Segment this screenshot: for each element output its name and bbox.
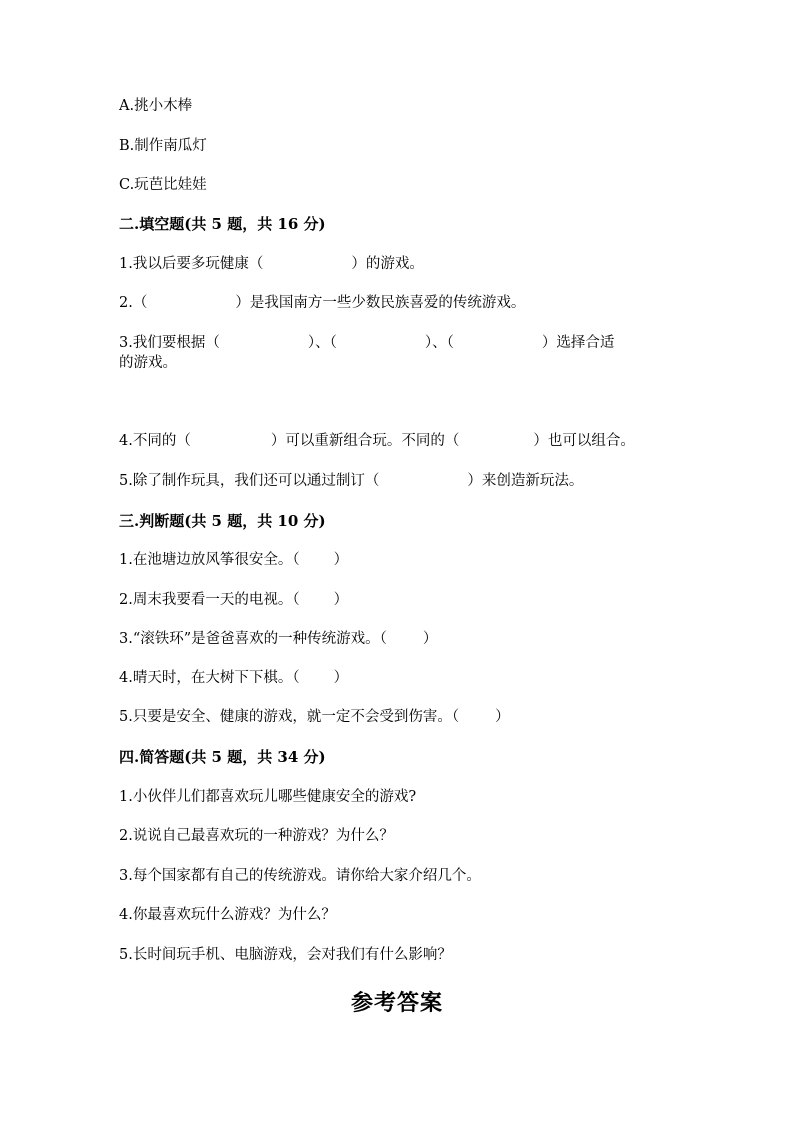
option-c: C.玩芭比娃娃 <box>119 177 207 193</box>
question-text: 2.周末我要看一天的电视。（ <box>119 592 300 608</box>
question-text: ）选择合适 <box>541 335 615 351</box>
question-text: ） <box>333 670 349 686</box>
short-answer-question-4: 4.你最喜欢玩什么游戏？为什么？ <box>119 907 336 923</box>
question-text: ）、（ <box>424 335 454 351</box>
short-answer-question-3: 3.每个国家都有自己的传统游戏。请你给大家介绍几个。 <box>119 868 481 884</box>
question-text: ）的游戏。 <box>351 256 424 272</box>
short-answer-question-1: 1.小伙伴儿们都喜欢玩儿哪些健康安全的游戏? <box>119 789 417 805</box>
question-text: ）来创造新玩法。 <box>467 473 584 489</box>
fill-blank-question-3 <box>119 333 614 373</box>
question-text: ） <box>422 631 438 647</box>
question-text: 4.不同的（ <box>119 433 191 449</box>
question-text: 1.我以后要多玩健康（ <box>119 256 264 272</box>
question-text: ）也可以组合。 <box>533 433 635 449</box>
option-a: A.挑小木棒 <box>119 98 193 114</box>
question-text: 1.在池塘边放风筝很安全。（ <box>119 552 300 568</box>
short-answer-question-2: 2.说说自己最喜欢玩的一种游戏？为什么？ <box>119 828 394 844</box>
question-text: ）、（ <box>307 335 337 351</box>
true-false-question-4 <box>119 668 348 688</box>
fill-blank-question-2 <box>119 293 525 313</box>
question-text: ）是我国南方一些少数民族喜爱的传统游戏。 <box>235 295 526 311</box>
section-short-answer-heading: 四.简答题(共 5 题，共 34 分) <box>119 748 326 766</box>
true-false-question-1 <box>119 550 348 570</box>
question-text: 3.我们要根据（ <box>119 335 220 351</box>
question-text: 2.（ <box>119 295 148 311</box>
question-text: 4.晴天时，在大树下下棋。（ <box>119 670 300 686</box>
true-false-question-2 <box>119 590 348 610</box>
question-text: ） <box>495 709 510 725</box>
fill-blank-question-1 <box>119 254 424 274</box>
true-false-question-3 <box>119 629 437 649</box>
fill-blank-question-5 <box>119 471 583 491</box>
question-text: 5.只要是安全、健康的游戏，就一定不会受到伤害。（ <box>119 709 460 725</box>
question-text: 5.除了制作玩具，我们还可以通过制订（ <box>119 473 380 489</box>
question-text: 3.“滚铁环”是爸爸喜欢的一种传统游戏。（ <box>119 631 387 647</box>
question-text: ） <box>333 592 349 608</box>
section-fill-blank-heading: 二.填空题(共 5 题，共 16 分) <box>119 215 326 233</box>
option-b: B.制作南瓜灯 <box>119 138 207 154</box>
question-text: 的游戏。 <box>119 355 177 371</box>
fill-blank-question-4 <box>119 431 635 451</box>
true-false-question-5 <box>119 707 510 727</box>
section-true-false-heading: 三.判断题(共 5 题，共 10 分) <box>119 512 326 530</box>
short-answer-question-5: 5.长时间玩手机、电脑游戏，会对我们有什么影响？ <box>119 947 452 963</box>
question-text: ） <box>333 552 349 568</box>
question-text: ）可以重新组合玩。不同的（ <box>270 433 460 449</box>
answer-key-title: 参考答案 <box>350 990 443 1016</box>
